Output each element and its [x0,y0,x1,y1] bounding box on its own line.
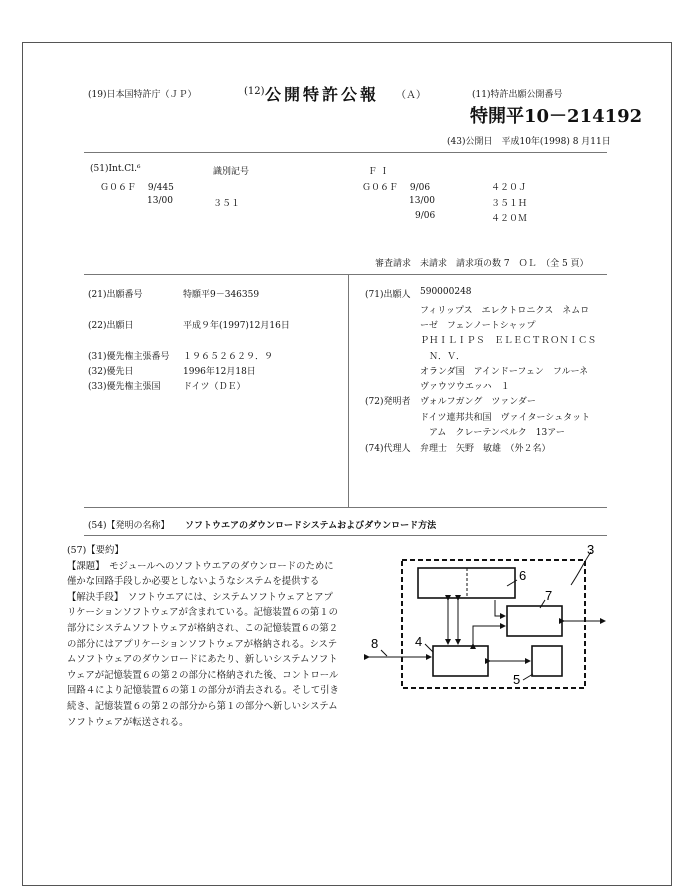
inventor-line: ドイツ連邦共和国 ヴァイターシュタット [420,413,591,423]
module-boundary [402,560,585,688]
applicant-line: ヴァウツウエッハ １ [420,382,510,392]
inventor-line: ヴォルフガング ツァンダー [420,397,536,407]
connector [495,600,505,616]
gazette-kind: （Ａ） [396,90,426,101]
patent-office: (19)日本国特許庁（ＪＰ） [88,90,197,100]
applicant-line: ーゼ フェンノートシャップ [420,321,536,331]
abstract-solution: 【解決手段】 ソフトウエアには、システムソフトウェアとアプリケーションソフトウェアが含まれている。記憶装置６の第１の部分にシステムソフトウェアが格納され、この記憶装置６の第２の部分にはアプリケーションソフトウェアが格納される。システムソフトウェアのダウンロードにあたり、新しいシステムソフトウェアが記憶装置６の第２の部分に格納された後、コントロール回路４により記憶装置６の第１の部分が消去される。そして引き続き、記憶装置６の第２の部分から第１の部分へ新しいシステムソフトウェアが転送される。 [67,591,339,728]
abstract-problem: 【課題】 モジュールへのソフトウエアのダウンロードのために僅かな回路手段しか必要としないようなシステムを提供する [67,560,334,588]
label-7: 7 [545,588,553,603]
agent-label: (74)代理人 [365,444,411,454]
fi-subcode: ３５１Ｈ [491,199,528,209]
label-3: 3 [587,542,595,557]
fi-code: Ｇ０６Ｆ 9/06 [362,183,431,193]
field-value: 1996年12月18日 [183,367,256,377]
fi-subcode: ４２０Ｍ [491,214,528,224]
leader-line [425,644,433,652]
connector [473,626,505,644]
publication-date: (43)公開日 平成10年(1998) 8 月11日 [447,137,611,147]
divider [84,274,607,275]
examination-status: 審査請求 未請求 請求項の数 7 ＯＬ （全 5 頁） [375,259,589,269]
field-label: (33)優先権主張国 [88,382,161,392]
fi-subcode: ４２０Ｊ [491,183,528,193]
applicant-line: 590000248 [420,287,472,297]
priority-number [88,349,273,362]
divider [84,535,607,536]
label-5: 5 [513,672,521,687]
label-6: 6 [519,568,527,583]
fi-code: 9/06 [415,211,436,221]
field-value: 特願平9－346359 [183,290,260,300]
priority-date [88,364,256,377]
leader-line [523,674,533,680]
label-8: 8 [371,636,379,651]
block-diagram [355,540,615,700]
inventor-label: (72)発明者 [365,397,411,407]
field-value: ドイツ（ＤＥ） [183,382,246,392]
gazette-title: 公開特許公報 [265,85,380,104]
label-4: 4 [415,634,423,649]
publication-number: 特開平10－214192 [470,106,643,127]
invention-title-label: (54)【発明の名称】 [88,521,170,531]
id-label: 識別記号 [213,167,250,177]
leader-line [381,650,387,656]
intcl-label: (51)Int.Cl.⁶ [90,164,141,174]
control-circuit [433,646,488,676]
column-divider [348,274,349,507]
abstract-heading: (57)【要約】 [67,545,124,556]
divider [84,152,607,153]
applicant-label: (71)出願人 [365,290,411,300]
block-7 [507,606,562,636]
fi-code: 13/00 [409,196,435,206]
applicant-line: Ｎ．Ｖ． [420,352,466,362]
abstract [67,543,341,730]
applicant-line: フィリップス エレクトロニクス ネムロ [420,306,590,316]
gazette-prefix: (12) [244,86,265,97]
invention-title: ソフトウエアのダウンロードシステムおよびダウンロード方法 [185,521,437,531]
field-label: (32)優先日 [88,367,134,377]
field-value: 平成９年(1997)12月16日 [183,321,290,331]
priority-country [88,379,246,392]
class-code: Ｇ０６Ｆ 9/445 [100,183,174,193]
class-id: ３５１ [213,199,241,209]
agent-line: 弁理士 矢野 敏雄 （外２名） [420,444,551,454]
applicant-line: ＰＨＩＬＩＰＳ ＥＬＥＣＴＲＯＮＩＣＳ [420,336,597,346]
field-label: (22)出願日 [88,321,134,331]
divider [84,507,607,508]
application-date [88,318,290,331]
field-label: (31)優先権主張番号 [88,352,170,362]
applicant-line: オランダ国 アインドーフェン フルーネ [420,367,589,377]
fi-label: Ｆ Ｉ [368,167,389,177]
application-number [88,287,259,300]
field-label: (21)出願番号 [88,290,143,300]
publication-number-label: (11)特許出願公開番号 [472,90,563,100]
class-code: 13/00 [147,196,173,206]
inventor-line: アム クレーテンベルク 13アー [420,428,565,438]
field-value: １９６５２６２９．９ [183,352,274,362]
block-5 [532,646,562,676]
